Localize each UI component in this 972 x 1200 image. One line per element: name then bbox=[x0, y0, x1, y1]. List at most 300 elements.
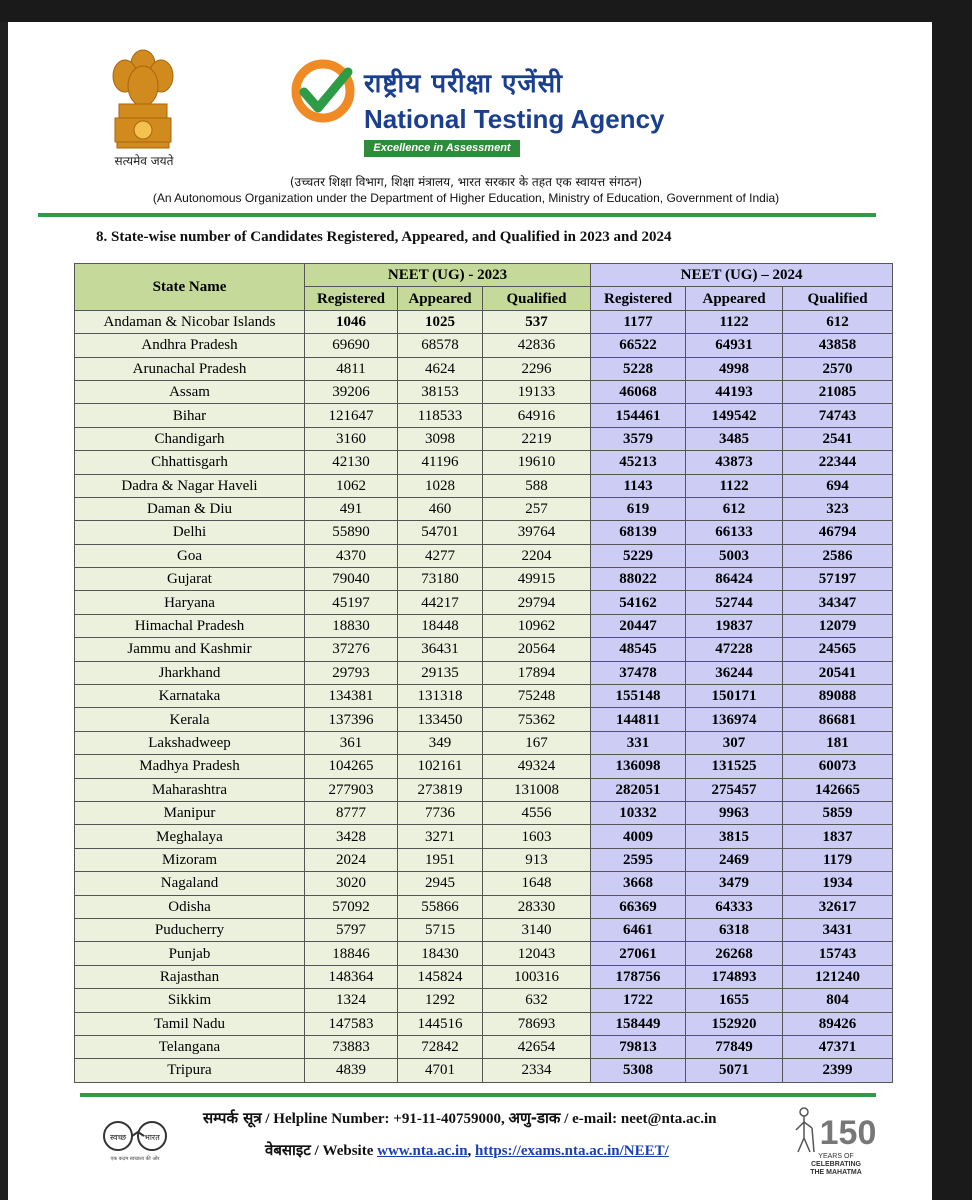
table-row bbox=[75, 357, 893, 380]
registered-2023-cell: 4811 bbox=[305, 357, 398, 380]
swachh-caption: एक कदम स्वच्छता की ओर bbox=[110, 1156, 160, 1162]
appeared-2024-cell: 3815 bbox=[686, 825, 783, 848]
registered-2023-cell: 8777 bbox=[305, 801, 398, 824]
table-row bbox=[75, 731, 893, 754]
state-name-cell: Daman & Diu bbox=[75, 497, 305, 520]
helpline-text: / Helpline Number: +91-11-40759000, bbox=[261, 1111, 509, 1127]
registered-2023-cell: 3428 bbox=[305, 825, 398, 848]
registered-2024-cell: 3668 bbox=[591, 872, 686, 895]
qualified-2024-cell: 694 bbox=[783, 474, 893, 497]
appeared-2023-cell: 7736 bbox=[398, 801, 483, 824]
registered-2024-cell: 37478 bbox=[591, 661, 686, 684]
appeared-2023-cell: 36431 bbox=[398, 638, 483, 661]
qualified-2024-cell: 89088 bbox=[783, 685, 893, 708]
table-row bbox=[75, 895, 893, 918]
registered-2023-cell: 69690 bbox=[305, 334, 398, 357]
registered-2024-cell: 5308 bbox=[591, 1059, 686, 1082]
registered-2023-cell: 1062 bbox=[305, 474, 398, 497]
appeared-2023-cell: 29135 bbox=[398, 661, 483, 684]
col-appeared-2023: Appeared bbox=[398, 287, 483, 310]
swachh-right-text: भारत bbox=[144, 1133, 160, 1142]
registered-2024-cell: 66522 bbox=[591, 334, 686, 357]
qualified-2023-cell: 2204 bbox=[483, 544, 591, 567]
registered-2023-cell: 57092 bbox=[305, 895, 398, 918]
qualified-2024-cell: 47371 bbox=[783, 1035, 893, 1058]
table-row bbox=[75, 918, 893, 941]
state-name-cell: Maharashtra bbox=[75, 778, 305, 801]
appeared-2023-cell: 273819 bbox=[398, 778, 483, 801]
table-row bbox=[75, 1012, 893, 1035]
col-registered-2024: Registered bbox=[591, 287, 686, 310]
registered-2024-cell: 2595 bbox=[591, 848, 686, 871]
state-name-cell: Andaman & Nicobar Islands bbox=[75, 310, 305, 333]
appeared-2024-cell: 5071 bbox=[686, 1059, 783, 1082]
table-row bbox=[75, 591, 893, 614]
state-name-cell: Madhya Pradesh bbox=[75, 755, 305, 778]
table-row bbox=[75, 848, 893, 871]
registered-2023-cell: 4839 bbox=[305, 1059, 398, 1082]
registered-2024-cell: 88022 bbox=[591, 568, 686, 591]
state-name-header: State Name bbox=[75, 264, 305, 311]
appeared-2023-cell: 38153 bbox=[398, 380, 483, 403]
qualified-2023-cell: 42654 bbox=[483, 1035, 591, 1058]
footer-website: वेबसाइट / Website www.nta.ac.in, https://exams.nta.ac.in/NEET/ bbox=[265, 1141, 669, 1159]
footer-helpline bbox=[203, 1108, 716, 1128]
table-row bbox=[75, 825, 893, 848]
table-row bbox=[75, 1059, 893, 1082]
qualified-2024-cell: 612 bbox=[783, 310, 893, 333]
subtitle-english: (An Autonomous Organization under the Department of Higher Education, Ministry of Education, Government of India) bbox=[152, 191, 780, 205]
registered-2024-cell: 66369 bbox=[591, 895, 686, 918]
state-name-cell: Andhra Pradesh bbox=[75, 334, 305, 357]
appeared-2024-cell: 275457 bbox=[686, 778, 783, 801]
qualified-2023-cell: 537 bbox=[483, 310, 591, 333]
registered-2023-cell: 73883 bbox=[305, 1035, 398, 1058]
registered-2024-cell: 1177 bbox=[591, 310, 686, 333]
registered-2023-cell: 121647 bbox=[305, 404, 398, 427]
registered-2024-cell: 5229 bbox=[591, 544, 686, 567]
appeared-2023-cell: 460 bbox=[398, 497, 483, 520]
qualified-2024-cell: 15743 bbox=[783, 942, 893, 965]
nta-logo-icon bbox=[290, 58, 356, 124]
qualified-2024-cell: 5859 bbox=[783, 801, 893, 824]
appeared-2023-cell: 102161 bbox=[398, 755, 483, 778]
appeared-2024-cell: 612 bbox=[686, 497, 783, 520]
table-row bbox=[75, 942, 893, 965]
qualified-2023-cell: 2296 bbox=[483, 357, 591, 380]
registered-2023-cell: 29793 bbox=[305, 661, 398, 684]
appeared-2023-cell: 68578 bbox=[398, 334, 483, 357]
email-hindi: अणु-डाक bbox=[508, 1109, 561, 1127]
registered-2024-cell: 144811 bbox=[591, 708, 686, 731]
registered-2024-cell: 10332 bbox=[591, 801, 686, 824]
qualified-2023-cell: 42836 bbox=[483, 334, 591, 357]
qualified-2024-cell: 1179 bbox=[783, 848, 893, 871]
state-name-cell: Manipur bbox=[75, 801, 305, 824]
section-heading: 8. State-wise number of Candidates Registered, Appeared, and Qualified in 2023 and 2024 bbox=[96, 229, 672, 245]
qualified-2024-cell: 142665 bbox=[783, 778, 893, 801]
appeared-2024-cell: 77849 bbox=[686, 1035, 783, 1058]
qualified-2024-cell: 3431 bbox=[783, 918, 893, 941]
state-name-cell: Nagaland bbox=[75, 872, 305, 895]
qualified-2023-cell: 4556 bbox=[483, 801, 591, 824]
registered-2023-cell: 1046 bbox=[305, 310, 398, 333]
state-name-cell: Tripura bbox=[75, 1059, 305, 1082]
registered-2023-cell: 3160 bbox=[305, 427, 398, 450]
appeared-2024-cell: 136974 bbox=[686, 708, 783, 731]
appeared-2024-cell: 149542 bbox=[686, 404, 783, 427]
registered-2024-cell: 1143 bbox=[591, 474, 686, 497]
registered-2023-cell: 5797 bbox=[305, 918, 398, 941]
qualified-2023-cell: 10962 bbox=[483, 614, 591, 637]
registered-2024-cell: 6461 bbox=[591, 918, 686, 941]
appeared-2024-cell: 131525 bbox=[686, 755, 783, 778]
website-hindi: वेबसाइट bbox=[265, 1141, 311, 1159]
gandhi-line1: YEARS OF bbox=[818, 1153, 854, 1160]
appeared-2024-cell: 307 bbox=[686, 731, 783, 754]
table-row bbox=[75, 872, 893, 895]
org-name-english: National Testing Agency bbox=[364, 104, 665, 134]
website-link-neet[interactable]: https://exams.nta.ac.in/NEET/ bbox=[475, 1143, 669, 1159]
appeared-2023-cell: 73180 bbox=[398, 568, 483, 591]
appeared-2023-cell: 4624 bbox=[398, 357, 483, 380]
registered-2023-cell: 104265 bbox=[305, 755, 398, 778]
appeared-2024-cell: 152920 bbox=[686, 1012, 783, 1035]
appeared-2023-cell: 41196 bbox=[398, 451, 483, 474]
appeared-2023-cell: 3098 bbox=[398, 427, 483, 450]
subtitle-hindi: (उच्चतर शिक्षा विभाग, शिक्षा मंत्रालय, भारत सरकार के तहत एक स्वायत्त संगठन) bbox=[289, 175, 643, 189]
table-row bbox=[75, 755, 893, 778]
qualified-2024-cell: 121240 bbox=[783, 965, 893, 988]
col-registered-2023: Registered bbox=[305, 287, 398, 310]
gandhi-150-logo-icon bbox=[786, 1100, 886, 1176]
qualified-2023-cell: 1648 bbox=[483, 872, 591, 895]
table-row bbox=[75, 801, 893, 824]
qualified-2024-cell: 24565 bbox=[783, 638, 893, 661]
registered-2024-cell: 48545 bbox=[591, 638, 686, 661]
qualified-2024-cell: 20541 bbox=[783, 661, 893, 684]
gandhi-line3: THE MAHATMA bbox=[810, 1169, 862, 1176]
appeared-2024-cell: 52744 bbox=[686, 591, 783, 614]
state-name-cell: Lakshadweep bbox=[75, 731, 305, 754]
qualified-2024-cell: 89426 bbox=[783, 1012, 893, 1035]
qualified-2024-cell: 22344 bbox=[783, 451, 893, 474]
qualified-2023-cell: 2334 bbox=[483, 1059, 591, 1082]
table-row bbox=[75, 568, 893, 591]
appeared-2023-cell: 145824 bbox=[398, 965, 483, 988]
website-link-nta[interactable]: www.nta.ac.in bbox=[377, 1143, 468, 1159]
qualified-2024-cell: 12079 bbox=[783, 614, 893, 637]
registered-2023-cell: 45197 bbox=[305, 591, 398, 614]
state-name-cell: Delhi bbox=[75, 521, 305, 544]
state-name-cell: Jharkhand bbox=[75, 661, 305, 684]
qualified-2024-cell: 34347 bbox=[783, 591, 893, 614]
registered-2024-cell: 4009 bbox=[591, 825, 686, 848]
tagline-badge: Excellence in Assessment bbox=[364, 140, 520, 157]
qualified-2023-cell: 257 bbox=[483, 497, 591, 520]
qualified-2023-cell: 588 bbox=[483, 474, 591, 497]
gandhi-number: 150 bbox=[819, 1114, 877, 1152]
qualified-2023-cell: 632 bbox=[483, 989, 591, 1012]
group-header-2023: NEET (UG) - 2023 bbox=[305, 264, 591, 287]
appeared-2024-cell: 3479 bbox=[686, 872, 783, 895]
table-row bbox=[75, 334, 893, 357]
appeared-2023-cell: 2945 bbox=[398, 872, 483, 895]
swachh-bharat-logo-icon bbox=[88, 1118, 188, 1162]
appeared-2023-cell: 349 bbox=[398, 731, 483, 754]
registered-2023-cell: 2024 bbox=[305, 848, 398, 871]
qualified-2024-cell: 804 bbox=[783, 989, 893, 1012]
appeared-2023-cell: 18430 bbox=[398, 942, 483, 965]
group-header-2024: NEET (UG) – 2024 bbox=[591, 264, 893, 287]
qualified-2023-cell: 64916 bbox=[483, 404, 591, 427]
appeared-2023-cell: 4277 bbox=[398, 544, 483, 567]
qualified-2024-cell: 181 bbox=[783, 731, 893, 754]
table-row bbox=[75, 989, 893, 1012]
state-name-cell: Jammu and Kashmir bbox=[75, 638, 305, 661]
qualified-2023-cell: 20564 bbox=[483, 638, 591, 661]
registered-2023-cell: 134381 bbox=[305, 685, 398, 708]
qualified-2024-cell: 1934 bbox=[783, 872, 893, 895]
state-name-cell: Dadra & Nagar Haveli bbox=[75, 474, 305, 497]
appeared-2024-cell: 47228 bbox=[686, 638, 783, 661]
state-name-cell: Haryana bbox=[75, 591, 305, 614]
registered-2024-cell: 5228 bbox=[591, 357, 686, 380]
appeared-2023-cell: 1292 bbox=[398, 989, 483, 1012]
registered-2024-cell: 282051 bbox=[591, 778, 686, 801]
qualified-2024-cell: 1837 bbox=[783, 825, 893, 848]
qualified-2023-cell: 75248 bbox=[483, 685, 591, 708]
registered-2024-cell: 45213 bbox=[591, 451, 686, 474]
registered-2024-cell: 154461 bbox=[591, 404, 686, 427]
qualified-2023-cell: 78693 bbox=[483, 1012, 591, 1035]
registered-2023-cell: 79040 bbox=[305, 568, 398, 591]
appeared-2024-cell: 1122 bbox=[686, 474, 783, 497]
appeared-2024-cell: 174893 bbox=[686, 965, 783, 988]
viewer-right-margin bbox=[932, 0, 972, 1200]
qualified-2024-cell: 2570 bbox=[783, 357, 893, 380]
qualified-2023-cell: 167 bbox=[483, 731, 591, 754]
qualified-2023-cell: 17894 bbox=[483, 661, 591, 684]
appeared-2023-cell: 3271 bbox=[398, 825, 483, 848]
emblem-motto: सत्यमेव जयते bbox=[114, 154, 174, 168]
appeared-2023-cell: 144516 bbox=[398, 1012, 483, 1035]
table-body bbox=[75, 310, 893, 1082]
registered-2024-cell: 54162 bbox=[591, 591, 686, 614]
qualified-2024-cell: 2541 bbox=[783, 427, 893, 450]
table-row bbox=[75, 427, 893, 450]
qualified-2023-cell: 913 bbox=[483, 848, 591, 871]
registered-2024-cell: 155148 bbox=[591, 685, 686, 708]
appeared-2023-cell: 4701 bbox=[398, 1059, 483, 1082]
viewer-top-bar bbox=[0, 0, 972, 22]
registered-2024-cell: 3579 bbox=[591, 427, 686, 450]
registered-2023-cell: 361 bbox=[305, 731, 398, 754]
table-row bbox=[75, 1035, 893, 1058]
state-name-cell: Tamil Nadu bbox=[75, 1012, 305, 1035]
qualified-2023-cell: 1603 bbox=[483, 825, 591, 848]
col-qualified-2024: Qualified bbox=[783, 287, 893, 310]
appeared-2024-cell: 86424 bbox=[686, 568, 783, 591]
state-name-cell: Meghalaya bbox=[75, 825, 305, 848]
qualified-2023-cell: 39764 bbox=[483, 521, 591, 544]
table-row bbox=[75, 451, 893, 474]
appeared-2024-cell: 19837 bbox=[686, 614, 783, 637]
registered-2024-cell: 331 bbox=[591, 731, 686, 754]
state-name-cell: Kerala bbox=[75, 708, 305, 731]
appeared-2023-cell: 1951 bbox=[398, 848, 483, 871]
appeared-2023-cell: 1028 bbox=[398, 474, 483, 497]
appeared-2024-cell: 44193 bbox=[686, 380, 783, 403]
qualified-2023-cell: 3140 bbox=[483, 918, 591, 941]
registered-2023-cell: 137396 bbox=[305, 708, 398, 731]
qualified-2023-cell: 12043 bbox=[483, 942, 591, 965]
state-name-cell: Mizoram bbox=[75, 848, 305, 871]
appeared-2024-cell: 150171 bbox=[686, 685, 783, 708]
qualified-2023-cell: 2219 bbox=[483, 427, 591, 450]
qualified-2023-cell: 75362 bbox=[483, 708, 591, 731]
col-qualified-2023: Qualified bbox=[483, 287, 591, 310]
website-label: / Website bbox=[310, 1143, 378, 1159]
appeared-2024-cell: 3485 bbox=[686, 427, 783, 450]
qualified-2024-cell: 32617 bbox=[783, 895, 893, 918]
appeared-2023-cell: 55866 bbox=[398, 895, 483, 918]
state-name-cell: Puducherry bbox=[75, 918, 305, 941]
swachh-left-text: स्वच्छ bbox=[109, 1133, 127, 1142]
registered-2024-cell: 68139 bbox=[591, 521, 686, 544]
helpline-hindi: सम्पर्क सूत्र bbox=[203, 1109, 262, 1127]
qualified-2024-cell: 43858 bbox=[783, 334, 893, 357]
appeared-2023-cell: 1025 bbox=[398, 310, 483, 333]
qualified-2023-cell: 100316 bbox=[483, 965, 591, 988]
appeared-2023-cell: 133450 bbox=[398, 708, 483, 731]
table-row bbox=[75, 380, 893, 403]
appeared-2024-cell: 43873 bbox=[686, 451, 783, 474]
appeared-2024-cell: 9963 bbox=[686, 801, 783, 824]
qualified-2024-cell: 74743 bbox=[783, 404, 893, 427]
qualified-2024-cell: 2586 bbox=[783, 544, 893, 567]
registered-2023-cell: 1324 bbox=[305, 989, 398, 1012]
qualified-2024-cell: 60073 bbox=[783, 755, 893, 778]
registered-2023-cell: 148364 bbox=[305, 965, 398, 988]
state-wise-table bbox=[74, 263, 893, 1083]
appeared-2024-cell: 64333 bbox=[686, 895, 783, 918]
table-row bbox=[75, 544, 893, 567]
registered-2023-cell: 42130 bbox=[305, 451, 398, 474]
appeared-2024-cell: 1655 bbox=[686, 989, 783, 1012]
table-row bbox=[75, 614, 893, 637]
email-text: / e-mail: neet@nta.ac.in bbox=[560, 1111, 717, 1127]
registered-2023-cell: 4370 bbox=[305, 544, 398, 567]
qualified-2023-cell: 49915 bbox=[483, 568, 591, 591]
qualified-2024-cell: 2399 bbox=[783, 1059, 893, 1082]
state-name-cell: Bihar bbox=[75, 404, 305, 427]
state-name-cell: Chandigarh bbox=[75, 427, 305, 450]
qualified-2024-cell: 57197 bbox=[783, 568, 893, 591]
state-name-cell: Sikkim bbox=[75, 989, 305, 1012]
state-name-cell: Arunachal Pradesh bbox=[75, 357, 305, 380]
qualified-2024-cell: 323 bbox=[783, 497, 893, 520]
qualified-2023-cell: 19133 bbox=[483, 380, 591, 403]
registered-2023-cell: 491 bbox=[305, 497, 398, 520]
qualified-2023-cell: 29794 bbox=[483, 591, 591, 614]
table-row bbox=[75, 497, 893, 520]
state-name-cell: Odisha bbox=[75, 895, 305, 918]
registered-2024-cell: 619 bbox=[591, 497, 686, 520]
registered-2023-cell: 37276 bbox=[305, 638, 398, 661]
qualified-2024-cell: 46794 bbox=[783, 521, 893, 544]
qualified-2023-cell: 28330 bbox=[483, 895, 591, 918]
appeared-2023-cell: 44217 bbox=[398, 591, 483, 614]
appeared-2023-cell: 18448 bbox=[398, 614, 483, 637]
appeared-2023-cell: 72842 bbox=[398, 1035, 483, 1058]
appeared-2024-cell: 66133 bbox=[686, 521, 783, 544]
table-row bbox=[75, 708, 893, 731]
appeared-2024-cell: 6318 bbox=[686, 918, 783, 941]
appeared-2024-cell: 64931 bbox=[686, 334, 783, 357]
registered-2023-cell: 39206 bbox=[305, 380, 398, 403]
qualified-2023-cell: 19610 bbox=[483, 451, 591, 474]
table-row bbox=[75, 638, 893, 661]
footer-divider bbox=[80, 1093, 876, 1097]
state-name-cell: Punjab bbox=[75, 942, 305, 965]
gandhi-line2: CELEBRATING bbox=[810, 1161, 862, 1168]
registered-2023-cell: 18846 bbox=[305, 942, 398, 965]
qualified-2023-cell: 131008 bbox=[483, 778, 591, 801]
state-name-cell: Karnataka bbox=[75, 685, 305, 708]
state-name-cell: Assam bbox=[75, 380, 305, 403]
state-name-cell: Rajasthan bbox=[75, 965, 305, 988]
appeared-2024-cell: 26268 bbox=[686, 942, 783, 965]
registered-2024-cell: 20447 bbox=[591, 614, 686, 637]
qualified-2023-cell: 49324 bbox=[483, 755, 591, 778]
table-row bbox=[75, 310, 893, 333]
registered-2024-cell: 27061 bbox=[591, 942, 686, 965]
appeared-2023-cell: 54701 bbox=[398, 521, 483, 544]
appeared-2024-cell: 36244 bbox=[686, 661, 783, 684]
appeared-2024-cell: 4998 bbox=[686, 357, 783, 380]
registered-2023-cell: 147583 bbox=[305, 1012, 398, 1035]
registered-2024-cell: 79813 bbox=[591, 1035, 686, 1058]
table-row bbox=[75, 661, 893, 684]
qualified-2024-cell: 21085 bbox=[783, 380, 893, 403]
table-row bbox=[75, 685, 893, 708]
state-name-cell: Gujarat bbox=[75, 568, 305, 591]
col-appeared-2024: Appeared bbox=[686, 287, 783, 310]
appeared-2023-cell: 118533 bbox=[398, 404, 483, 427]
qualified-2024-cell: 86681 bbox=[783, 708, 893, 731]
header-divider bbox=[38, 213, 876, 217]
registered-2024-cell: 46068 bbox=[591, 380, 686, 403]
table-row bbox=[75, 778, 893, 801]
registered-2023-cell: 277903 bbox=[305, 778, 398, 801]
org-name-hindi: राष्ट्रीय परीक्षा एजेंसी bbox=[364, 69, 563, 99]
state-name-cell: Telangana bbox=[75, 1035, 305, 1058]
appeared-2024-cell: 2469 bbox=[686, 848, 783, 871]
table-row bbox=[75, 965, 893, 988]
registered-2024-cell: 158449 bbox=[591, 1012, 686, 1035]
registered-2024-cell: 178756 bbox=[591, 965, 686, 988]
registered-2023-cell: 3020 bbox=[305, 872, 398, 895]
registered-2023-cell: 55890 bbox=[305, 521, 398, 544]
registered-2023-cell: 18830 bbox=[305, 614, 398, 637]
table-row bbox=[75, 474, 893, 497]
appeared-2023-cell: 5715 bbox=[398, 918, 483, 941]
appeared-2024-cell: 5003 bbox=[686, 544, 783, 567]
state-name-cell: Himachal Pradesh bbox=[75, 614, 305, 637]
registered-2024-cell: 1722 bbox=[591, 989, 686, 1012]
table-row bbox=[75, 521, 893, 544]
